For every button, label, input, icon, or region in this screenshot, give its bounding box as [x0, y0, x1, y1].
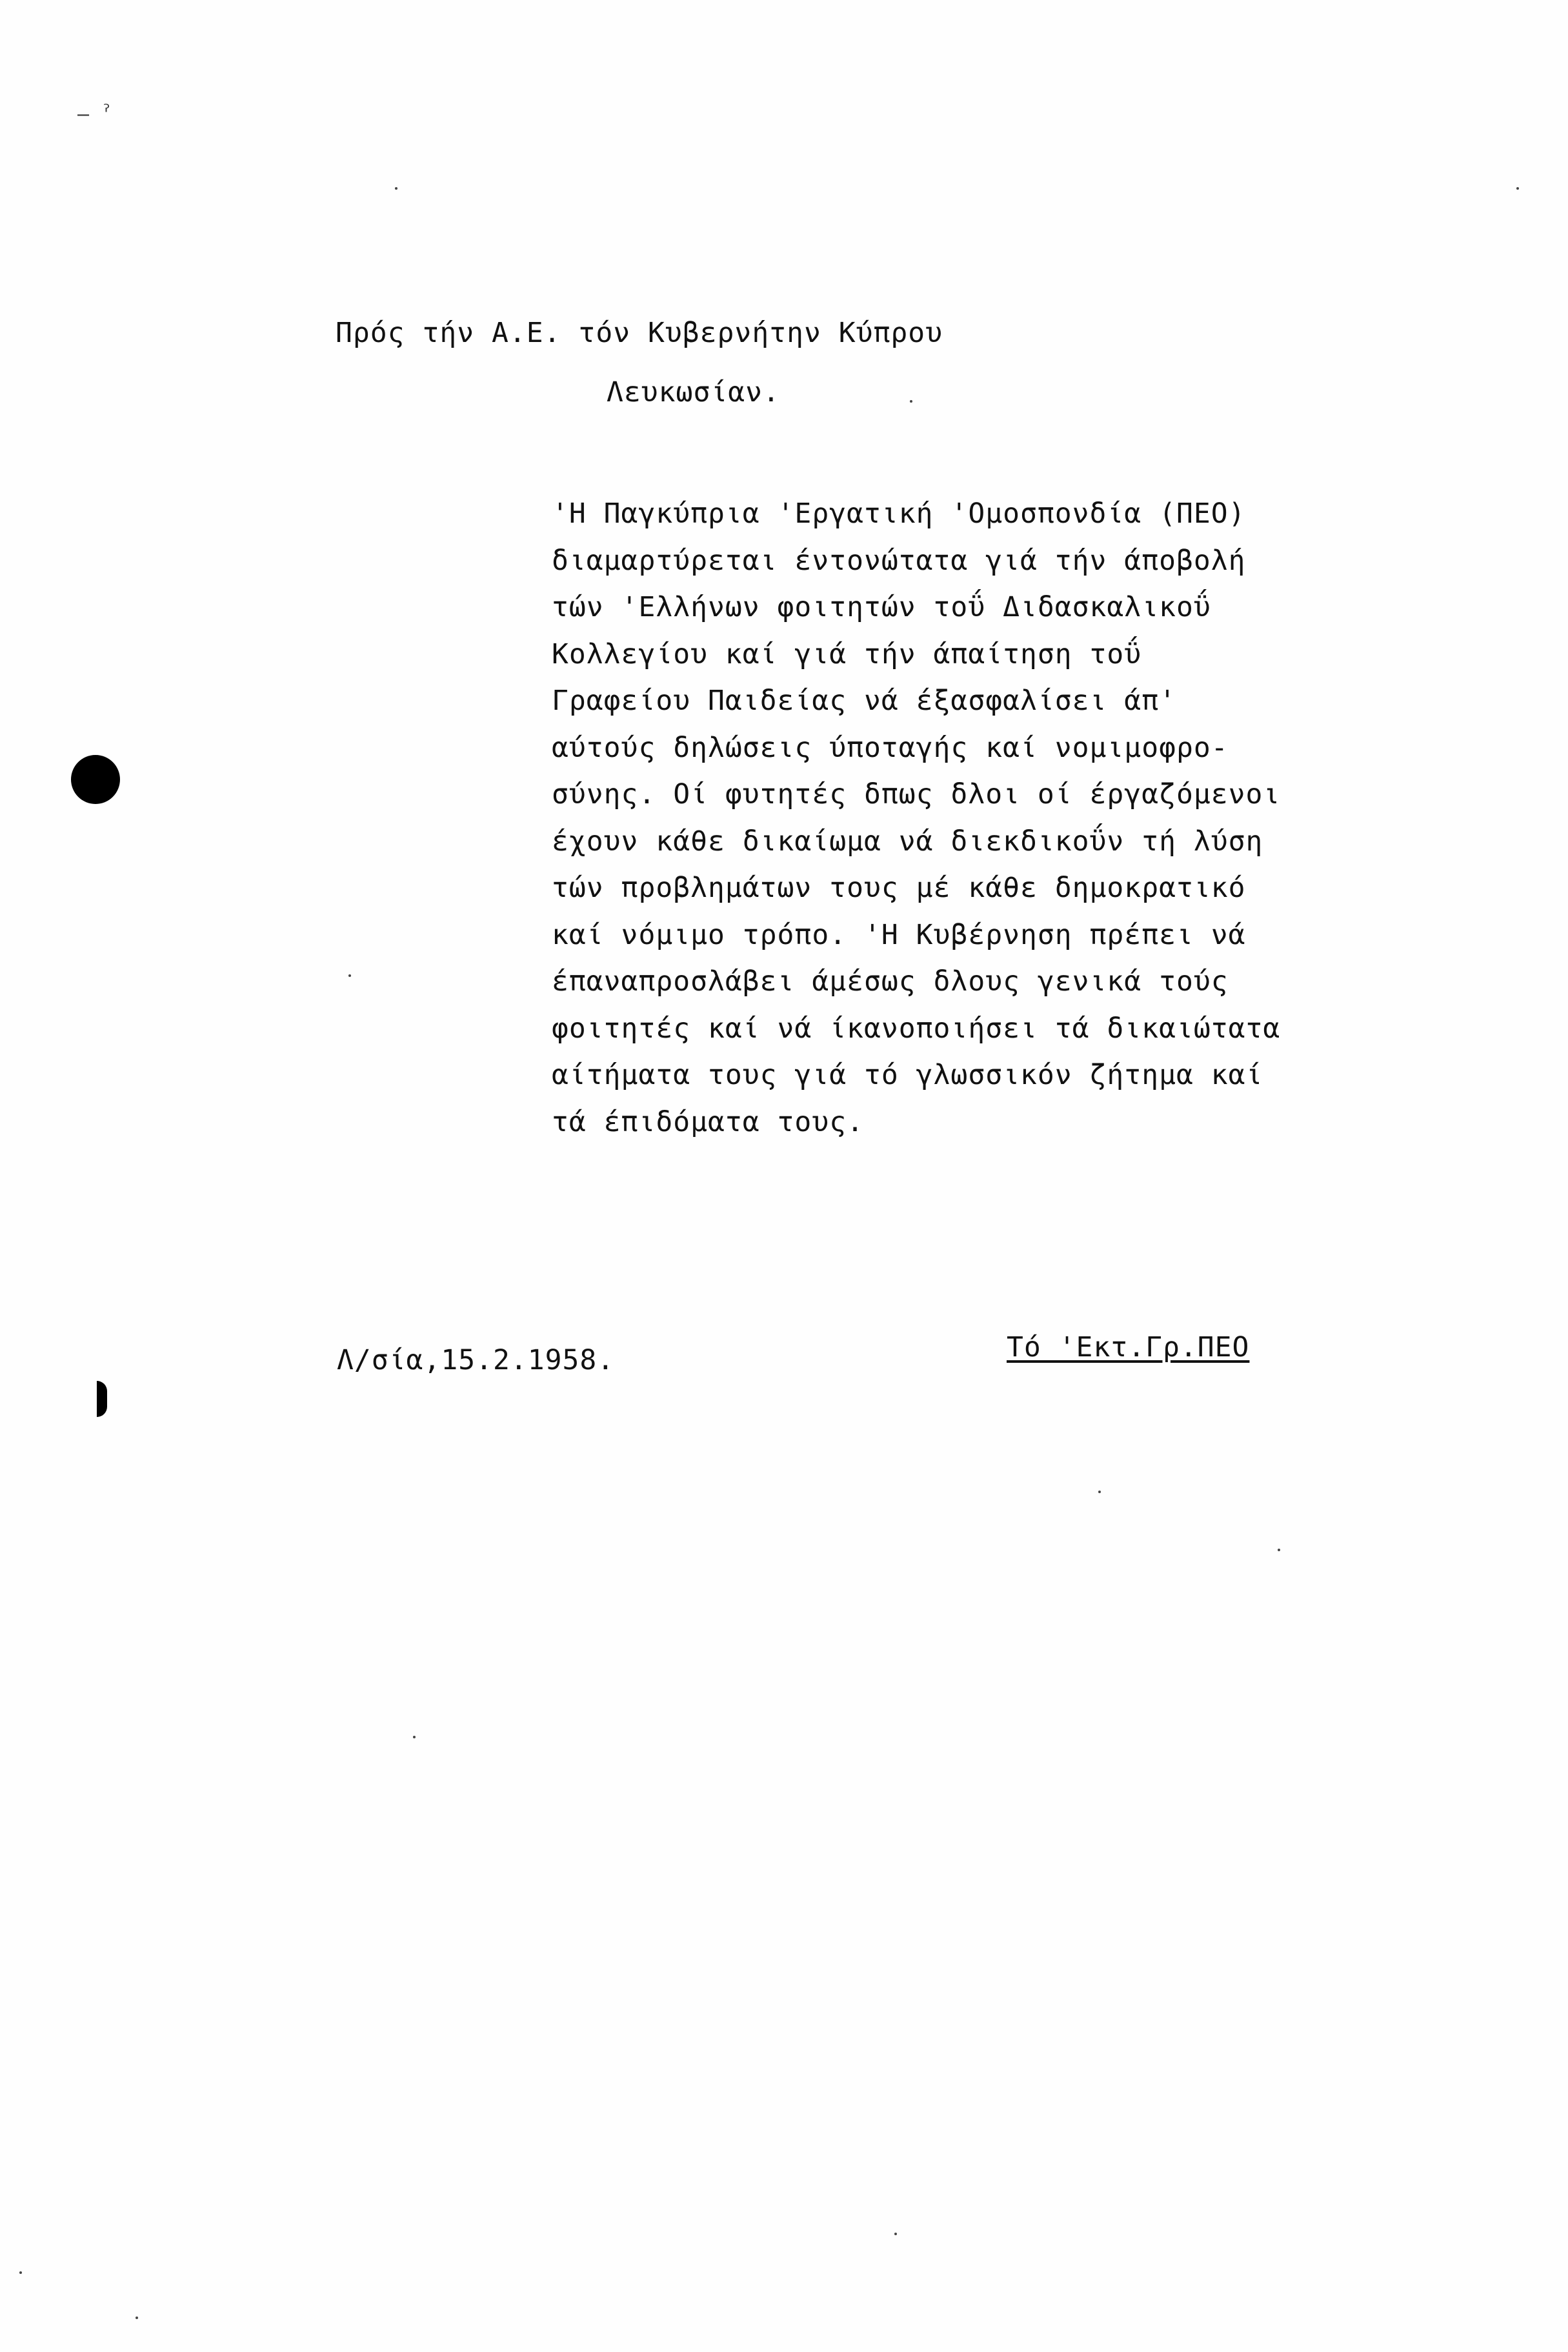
signature: Τό 'Εκτ.Γρ.ΠΕΟ	[1007, 1331, 1250, 1363]
body-line: διαμαρτύρεται έντονώτατα γιά τήν άποβολή	[552, 544, 1246, 577]
body-line: έπαναπροσλάβει άμέσως δλους γενικά τούς	[552, 965, 1229, 998]
speck	[1098, 1491, 1101, 1493]
body-line: έχουν κάθε δικαίωμα νά διεκδικοΰν τή λύση	[552, 825, 1263, 858]
body-line: Γραφείου Παιδείας νά έξασφαλίσει άπ'	[552, 685, 1176, 717]
speck	[1516, 187, 1519, 190]
addressee-line: Πρός τήν Α.Ε. τόν Κυβερνήτην Κύπρου	[336, 317, 943, 349]
body-line: τών 'Ελλήνων φοιτητών τοΰ Διδασκαλικοΰ	[552, 591, 1211, 623]
body-line: Κολλεγίου καί γιά τήν άπαίτηση τοΰ	[552, 638, 1142, 670]
body-line: φοιτητές καί νά ίκανοποιήσει τά δικαιώτατα	[552, 1012, 1281, 1045]
body-line: τών προβλημάτων τους μέ κάθε δημοκρατικό	[552, 872, 1246, 904]
speck	[910, 400, 912, 403]
speck	[1278, 1549, 1280, 1551]
speck	[894, 2233, 897, 2235]
body-line: σύνης. Οί φυτητές δπως δλοι οί έργαζόμενοι	[552, 778, 1281, 810]
body-line: καί νόμιμο τρόπο. 'Η Κυβέρνηση πρέπει νά	[552, 918, 1246, 951]
date-line: Λ/σία,15.2.1958.	[337, 1344, 615, 1376]
corner-mark: – ˀ	[77, 103, 113, 126]
speck	[19, 2271, 22, 2274]
letter-body	[552, 490, 1481, 1145]
body-line: 'Η Παγκύπρια 'Εργατική 'Ομοσπονδία (ΠΕΟ)	[552, 498, 1246, 530]
edge-mark	[97, 1381, 107, 1417]
speck	[413, 1736, 416, 1738]
body-line: αίτήματα τους γιά τό γλωσσικόν ζήτημα καί	[552, 1059, 1263, 1091]
body-line: τά έπιδόματα τους.	[552, 1105, 864, 1138]
punch-hole	[71, 755, 120, 804]
speck	[395, 187, 397, 190]
speck	[348, 974, 351, 977]
body-line: αύτούς δηλώσεις ύποταγής καί νομιμοφρο-	[552, 731, 1229, 764]
speck	[136, 2317, 138, 2319]
addressee-city: Λευκωσίαν.	[607, 376, 780, 408]
